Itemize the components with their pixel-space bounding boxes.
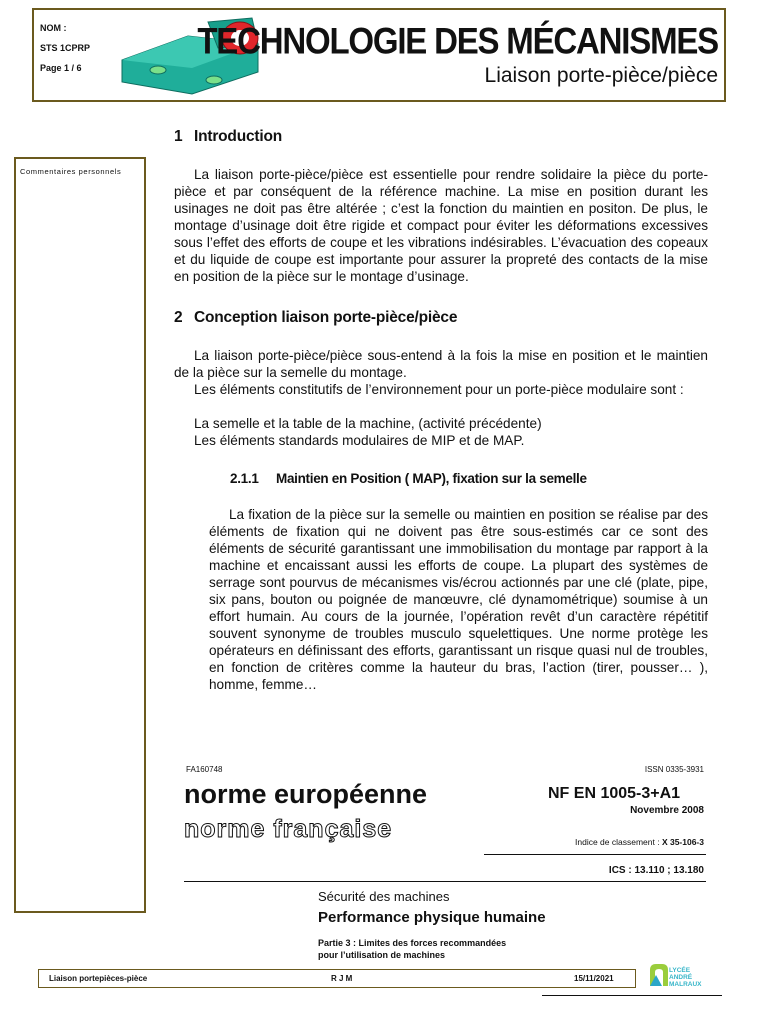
header-nom: NOM : bbox=[40, 23, 67, 33]
school-logo-text: LYCÉE ANDRÉ MALRAUX bbox=[669, 967, 702, 988]
norm-partie: Partie 3 : Limites des forces recommandées pour l’utilisation de machines bbox=[318, 938, 507, 960]
subsection-number: 2.1.1 bbox=[230, 471, 259, 486]
subsection-title: Maintien en Position ( MAP), fixation sur la semelle bbox=[276, 471, 587, 486]
page-footer bbox=[38, 969, 636, 988]
section-number: 2 bbox=[174, 309, 183, 326]
sidebar-label: Commentaires personnels bbox=[20, 167, 122, 176]
document-subtitle: Liaison porte-pièce/pièce bbox=[484, 64, 718, 87]
norm-security: Sécurité des machines bbox=[318, 889, 450, 904]
section-title: Conception liaison porte-pièce/pièce bbox=[194, 309, 458, 326]
norm-reference: NF EN 1005-3+A1 bbox=[548, 785, 681, 802]
conception-paragraph-2: Les éléments constitutifs de l’environnement pour un porte-pièce modulaire sont : bbox=[194, 382, 684, 397]
norm-divider bbox=[184, 881, 706, 882]
norm-indice: Indice de classement : X 35-106-3 bbox=[575, 837, 704, 847]
norm-issn: ISSN 0335-3931 bbox=[644, 765, 704, 774]
list-item: Les éléments standards modulaires de MIP et de MAP. bbox=[194, 433, 525, 448]
header-class: STS 1CPRP bbox=[40, 43, 91, 53]
main-content bbox=[174, 128, 708, 693]
document-title: TECHNOLOGIE DES MÉCANISMES bbox=[197, 20, 718, 62]
header-page: Page 1 / 6 bbox=[40, 63, 82, 73]
subsection-heading-map bbox=[174, 471, 708, 486]
norm-divider bbox=[484, 854, 706, 855]
section-heading-conception bbox=[174, 309, 708, 327]
norm-cover-excerpt bbox=[184, 765, 706, 965]
section-number: 1 bbox=[174, 128, 183, 145]
norm-date: Novembre 2008 bbox=[630, 805, 704, 816]
footer-rule bbox=[542, 995, 722, 996]
page-header bbox=[32, 8, 726, 102]
norm-title-french: norme française bbox=[184, 815, 393, 843]
norm-ics: ICS : 13.110 ; 13.180 bbox=[608, 865, 704, 876]
norm-title-european: norme européenne bbox=[184, 779, 428, 809]
footer-topic: Liaison portepièces-pièce bbox=[49, 974, 148, 983]
school-logo-icon bbox=[648, 962, 670, 988]
norm-code: FA160748 bbox=[186, 765, 223, 774]
header-meta bbox=[40, 18, 90, 78]
map-paragraph: La fixation de la pièce sur la semelle ou maintien en position se réalise par des éléments de fixation qui ne doivent pas être sous-estimés car ce sont des éléments de sécurité garantissant une immobilisation du montage par rapport à la machine et encaissant aussi les efforts de coupe. La plupart des systèmes de serrage sont pourvus de mécanismes vis/écrou actionnés par une clé (plate, pipe, six pans, bouton ou poignée de manœuvre, clé dynamométrique) soumise à un effort humain. Au cours de la journée, l’opération revêt d’un caractère répétitif souvent synonyme de troubles musculo squelettiques. Une norme protège les opérateurs en définissant des efforts, garantissant un risque quasi nul de troubles, en fonction de critères comme la hauteur du bras, l’action (tirer, pousser… ), homme, femme… bbox=[209, 507, 708, 692]
section-title: Introduction bbox=[194, 128, 282, 145]
norm-performance: Performance physique humaine bbox=[318, 909, 546, 926]
intro-paragraph: La liaison porte-pièce/pièce est essentielle pour rendre solidaire la pièce du porte-pièce et par conséquent de la référence machine. La mise en position durant les usinages ne doit pas être altérée ; c’est la fonction du maintien en positon. De plus, le montage d’usinage doit être rigide et compact pour éviter les déformations excessives sous l’effet des efforts de coupe et les vibrations indésirables. L’évacuation des copeaux et du liquide de coupe est importante pour assurer la propreté des contacts de la mise en position de la pièce sur le montage d’usinage. bbox=[174, 167, 708, 284]
footer-date: 15/11/2021 bbox=[574, 974, 614, 983]
conception-paragraph-1: La liaison porte-pièce/pièce sous-entend à la fois la mise en position et le maintien de la pièce sur la semelle du montage. bbox=[174, 348, 708, 380]
footer-author: R J M bbox=[331, 974, 353, 983]
list-item: La semelle et la table de la machine, (activité précédente) bbox=[194, 416, 542, 431]
section-heading-introduction bbox=[174, 128, 708, 146]
elements-list bbox=[174, 415, 708, 449]
comments-sidebar bbox=[14, 157, 146, 913]
